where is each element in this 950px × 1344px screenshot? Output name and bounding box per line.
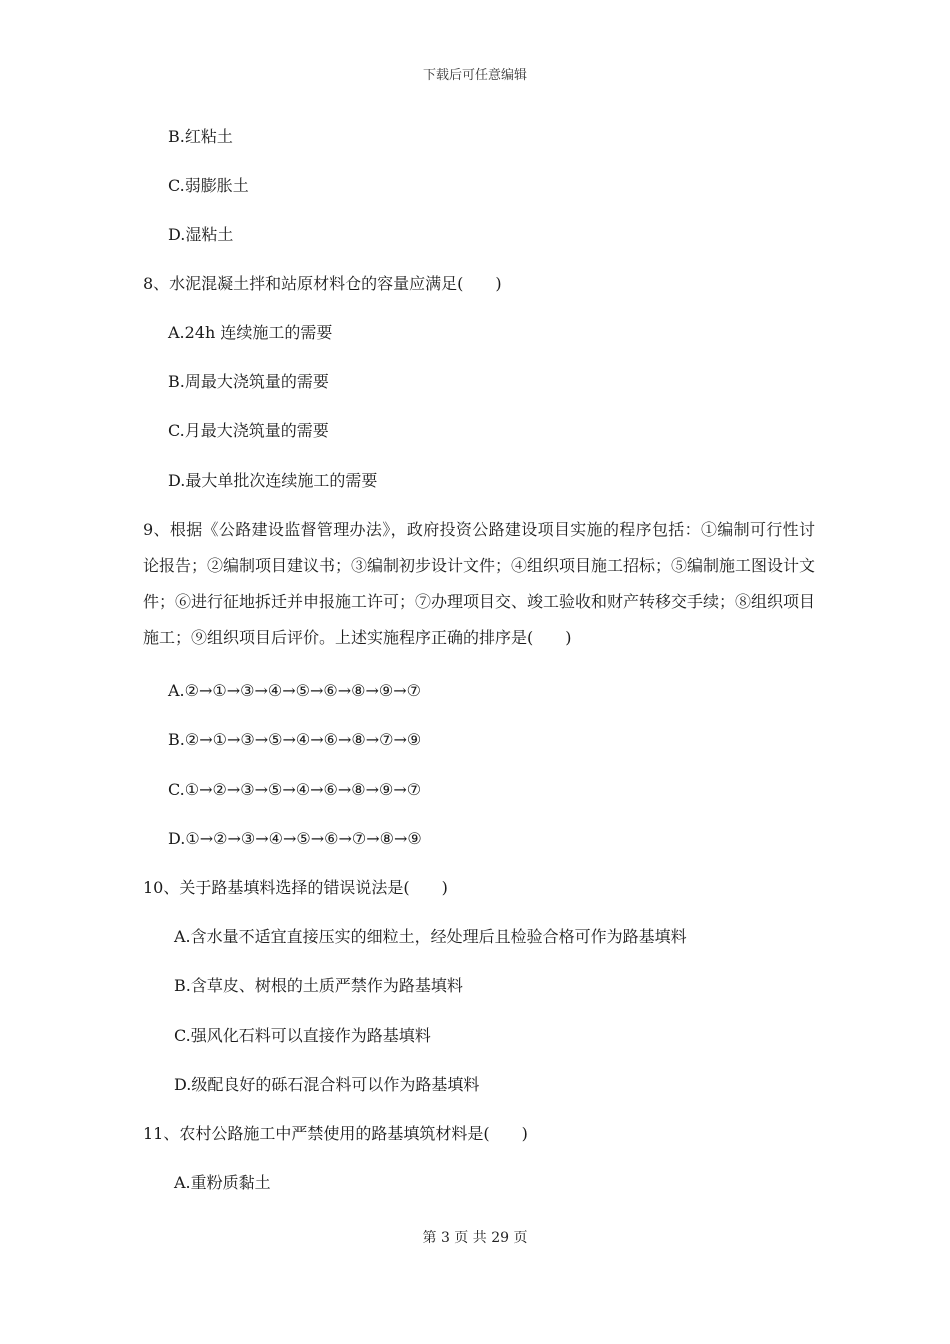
- q11-option-a: A.重粉质黏土: [174, 1173, 271, 1192]
- q10-option-b: B.含草皮、树根的土质严禁作为路基填料: [174, 976, 463, 995]
- q7-option-c: C.弱膨胀土: [168, 176, 249, 195]
- q8-stem: 8、水泥混凝土拌和站原材料仓的容量应满足( ): [143, 274, 502, 293]
- q10-option-c: C.强风化石料可以直接作为路基填料: [174, 1026, 431, 1045]
- q10-stem: 10、关于路基填料选择的错误说法是( ): [143, 878, 448, 897]
- q9-option-d: D.①→②→③→④→⑤→⑥→⑦→⑧→⑨: [168, 829, 422, 848]
- q8-option-d: D.最大单批次连续施工的需要: [168, 471, 378, 490]
- q9-option-c: C.①→②→③→⑤→④→⑥→⑧→⑨→⑦: [168, 780, 422, 799]
- q8-option-b: B.周最大浇筑量的需要: [168, 372, 329, 391]
- q10-option-a: A.含水量不适宜直接压实的细粒土，经处理后且检验合格可作为路基填料: [174, 927, 687, 946]
- q10-option-d: D.级配良好的砾石混合料可以作为路基填料: [174, 1075, 480, 1094]
- q7-option-d: D.湿粘土: [168, 225, 234, 244]
- q9-option-a: A.②→①→③→④→⑤→⑥→⑧→⑨→⑦: [168, 681, 421, 700]
- q9-stem: 9、根据《公路建设监督管理办法》，政府投资公路建设项目实施的程序包括：①编制可行性讨论报告；②编制项目建议书；③编制初步设计文件；④组织项目施工招标；⑤编制施工图设计文件；⑥进行征地拆迁并申报施工许可；⑦办理项目交、竣工验收和财产转移交手续；⑧组织项目施工；⑨组织项目后评价。上述实施程序正确的排序是( ): [143, 520, 816, 647]
- page-header: 下载后可任意编辑: [422, 68, 527, 83]
- page-footer: 第 3 页 共 29 页: [422, 1230, 528, 1246]
- q8-option-c: C.月最大浇筑量的需要: [168, 421, 329, 440]
- q7-option-b: B.红粘土: [168, 127, 233, 146]
- q9-option-b: B.②→①→③→⑤→④→⑥→⑧→⑦→⑨: [168, 730, 422, 749]
- q11-stem: 11、农村公路施工中严禁使用的路基填筑材料是( ): [143, 1124, 528, 1143]
- q8-option-a: A.24h 连续施工的需要: [168, 323, 333, 342]
